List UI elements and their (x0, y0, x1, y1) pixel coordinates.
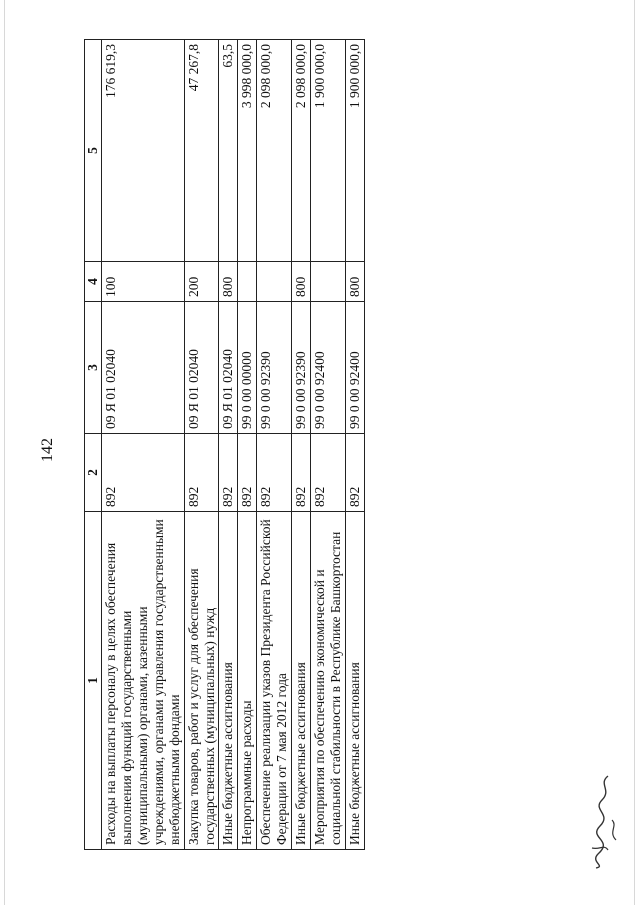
scan-edge-right (634, 0, 635, 905)
row-name: Расходы на выплаты персоналу в целях обеспечения выполнения функций государственными (муниципальными) органами, казенными учреждениями, органами управления государственными внебюджетными фондами (102, 512, 185, 850)
table-header-row (85, 40, 102, 850)
row-gr: 892 (292, 434, 311, 512)
row-sum: 176 619,3 (102, 40, 185, 262)
table-container (84, 40, 362, 850)
row-sum: 1 900 000,0 (311, 40, 346, 262)
row-gr: 892 (102, 434, 185, 512)
row-vr: 200 (184, 262, 219, 302)
row-code: 09 Я 01 02040 (102, 302, 185, 434)
header-col-2: 2 (85, 434, 102, 512)
header-col-1: 1 (85, 512, 102, 850)
header-col-5: 5 (85, 40, 102, 262)
row-vr (311, 262, 346, 302)
row-name: Мероприятия по обеспечению экономической и социальной стабильности в Республике Башкортостан (311, 512, 346, 850)
table-row (219, 40, 238, 850)
row-gr: 892 (311, 434, 346, 512)
row-name: Закупка товаров, работ и услуг для обеспечения государственных (муниципальных) нужд (184, 512, 219, 850)
table-row (345, 40, 364, 850)
row-vr: 800 (345, 262, 364, 302)
row-name: Иные бюджетные ассигнования (219, 512, 238, 850)
row-name: Обеспечение реализации указов Президента Российской Федерации от 7 мая 2012 года (257, 512, 292, 850)
row-sum: 63,5 (219, 40, 238, 262)
table-row (184, 40, 219, 850)
table-row (257, 40, 292, 850)
row-code: 99 0 00 92390 (292, 302, 311, 434)
row-gr: 892 (238, 434, 257, 512)
header-col-3: 3 (85, 302, 102, 434)
row-name: Непрограммные расходы (238, 512, 257, 850)
row-gr: 892 (257, 434, 292, 512)
row-gr: 892 (345, 434, 364, 512)
row-sum: 47 267,8 (184, 40, 219, 262)
row-vr (257, 262, 292, 302)
row-code: 99 0 00 92390 (257, 302, 292, 434)
row-name: Иные бюджетные ассигнования (292, 512, 311, 850)
row-sum: 3 998 000,0 (238, 40, 257, 262)
row-vr: 100 (102, 262, 185, 302)
row-vr: 800 (292, 262, 311, 302)
row-code: 09 Я 01 02040 (184, 302, 219, 434)
row-vr (238, 262, 257, 302)
row-gr: 892 (219, 434, 238, 512)
table-row (292, 40, 311, 850)
row-code: 09 Я 01 02040 (219, 302, 238, 434)
row-code: 99 0 00 00000 (238, 302, 257, 434)
budget-table (84, 39, 365, 850)
scan-edge-left (4, 0, 5, 905)
row-code: 99 0 00 92400 (311, 302, 346, 434)
row-code: 99 0 00 92400 (345, 302, 364, 434)
row-vr: 800 (219, 262, 238, 302)
row-sum: 2 098 000,0 (257, 40, 292, 262)
header-col-4: 4 (85, 262, 102, 302)
table-row (238, 40, 257, 850)
handwritten-signature-icon (578, 770, 628, 870)
table-row (102, 40, 185, 850)
row-sum: 1 900 000,0 (345, 40, 364, 262)
table-row (311, 40, 346, 850)
row-sum: 2 098 000,0 (292, 40, 311, 262)
page-number: 142 (39, 438, 56, 462)
row-name: Иные бюджетные ассигнования (345, 512, 364, 850)
row-gr: 892 (184, 434, 219, 512)
